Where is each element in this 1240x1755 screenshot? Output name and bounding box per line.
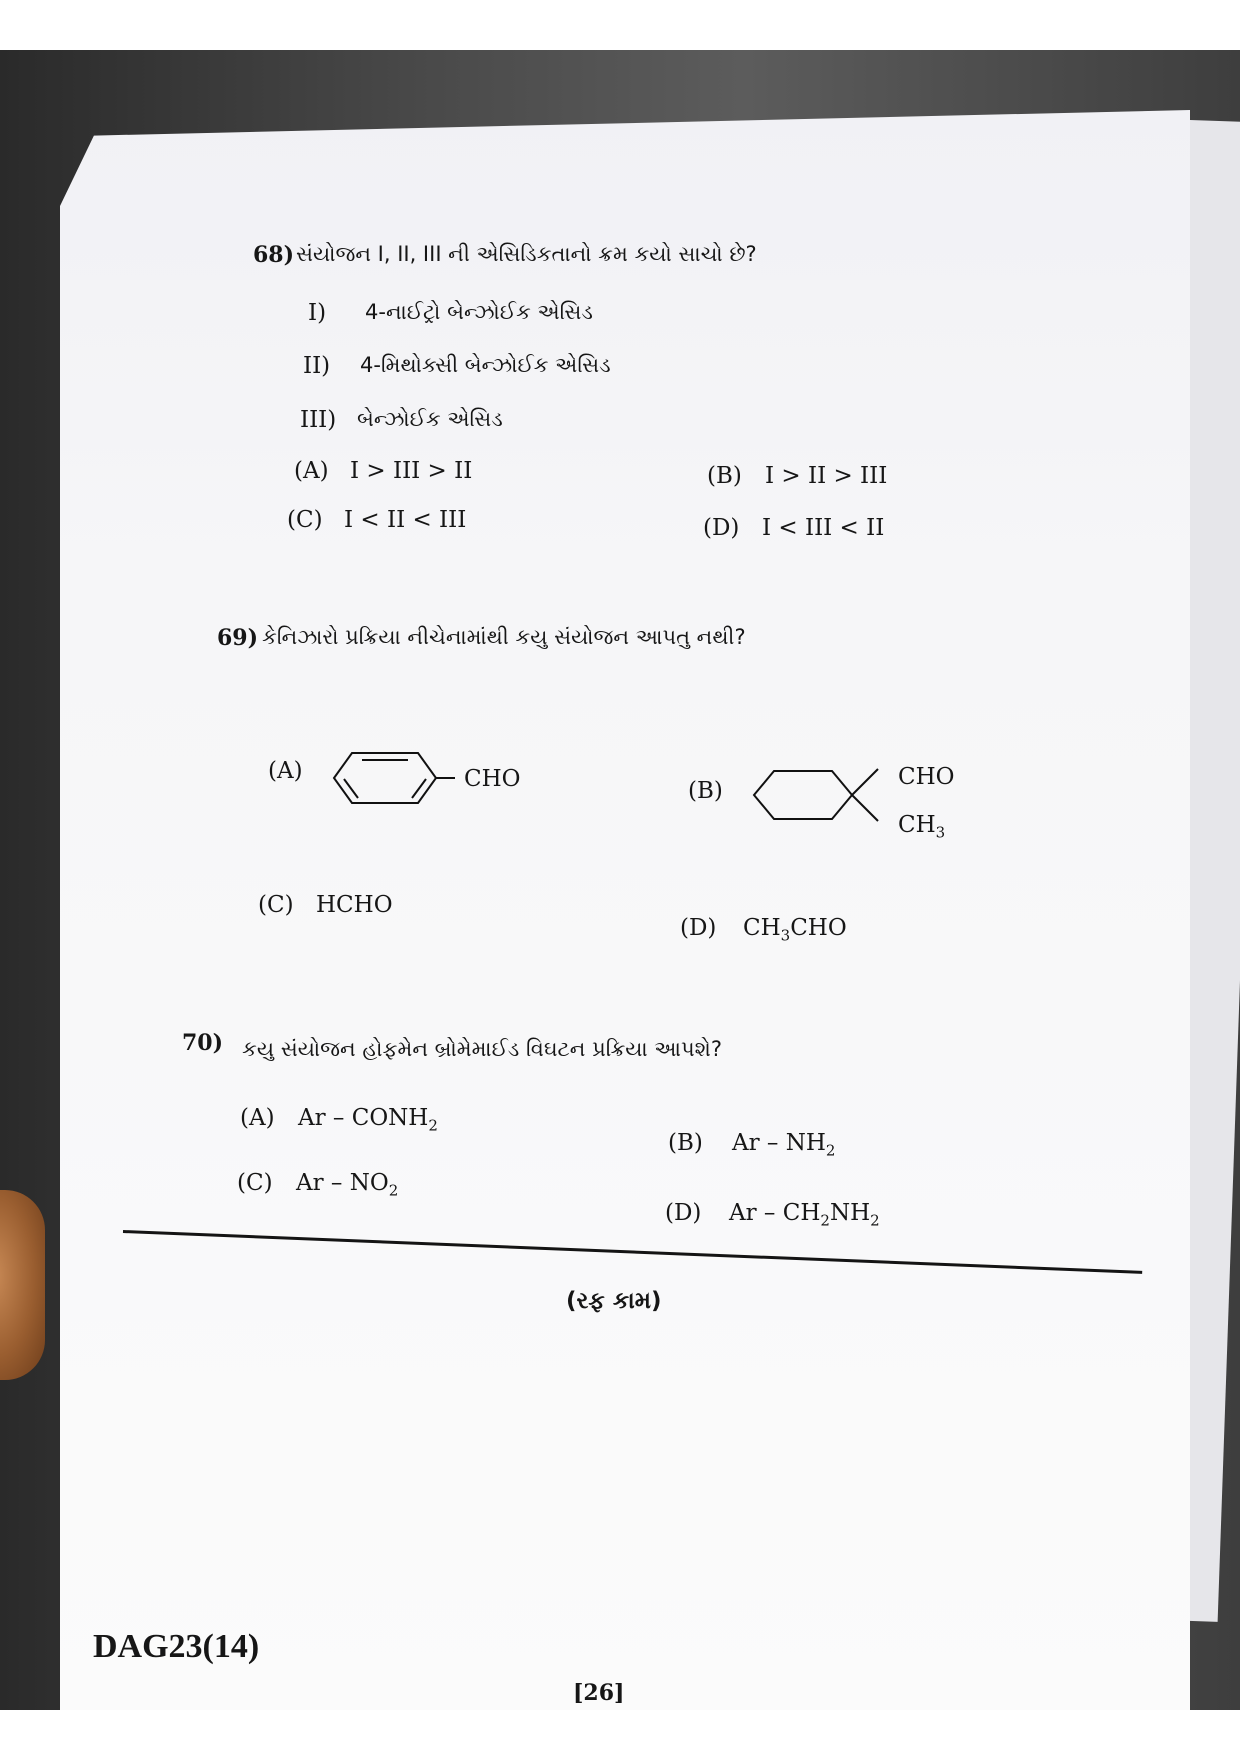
rough-work-label: (રફ કામ) (566, 1288, 662, 1314)
option-text: $CH_3CHO$ (743, 915, 847, 945)
option-label: (B) (688, 778, 723, 804)
page-number: [26] (573, 1680, 625, 1706)
item-label: III) (300, 407, 337, 433)
question-number: 70) (182, 1030, 224, 1056)
question-stem: કયુ સંયોજન હોફમેન બ્રોમેમાઈડ વિઘટન પ્રક્રિયા આપશે? (242, 1037, 722, 1061)
question-number: 69) (217, 625, 259, 651)
question-stem: કેનિઝારો પ્રક્રિયા નીચેનામાંથી કયુ સંયોજન આપતુ નથી? (262, 625, 746, 649)
option-text: Ar – $CH_2NH_2$ (729, 1200, 880, 1230)
option-label: (C) (258, 892, 294, 918)
option-label: (B) (707, 463, 742, 489)
option-label: (C) (287, 507, 323, 533)
option-label: (D) (703, 515, 740, 541)
benzene-ring-icon (330, 748, 460, 808)
item-text: બેન્ઝોઈક એસિડ (357, 407, 503, 431)
substituent-ch3: $CH_3$ (898, 812, 946, 842)
option-text: I < III < II (762, 515, 885, 541)
option-text: Ar – $NH_2$ (732, 1130, 836, 1160)
cyclohexane-ring-icon (750, 765, 900, 855)
option-label: (D) (665, 1200, 702, 1226)
exam-page (60, 110, 1190, 1710)
question-stem: સંયોજન I, II, III ની એસિડિકતાનો ક્રમ કયો સાચો છે? (296, 242, 757, 266)
option-text: I > II > III (765, 463, 888, 489)
question-number: 68) (253, 242, 295, 268)
option-text: I < II < III (344, 507, 467, 533)
item-label: II) (303, 353, 331, 379)
paper-code: DAG23(14) (93, 1628, 260, 1665)
option-label: (A) (240, 1105, 275, 1131)
option-label: (D) (680, 915, 717, 941)
item-text: 4-મિથોક્સી બેન્ઝોઈક એસિડ (360, 353, 611, 377)
item-text: 4-નાઈટ્રો બેન્ઝોઈક એસિડ (365, 300, 593, 324)
substituent-cho: CHO (898, 764, 955, 790)
substituent-cho: CHO (464, 766, 521, 792)
option-label: (A) (268, 758, 303, 784)
option-text: HCHO (316, 892, 393, 918)
thumb (0, 1190, 45, 1380)
option-text: Ar – $CONH_2$ (298, 1105, 438, 1135)
option-label: (A) (294, 458, 329, 484)
option-label: (B) (668, 1130, 703, 1156)
option-label: (C) (237, 1170, 273, 1196)
item-label: I) (308, 300, 327, 326)
option-text: Ar – $NO_2$ (296, 1170, 399, 1200)
option-text: I > III > II (350, 458, 473, 484)
